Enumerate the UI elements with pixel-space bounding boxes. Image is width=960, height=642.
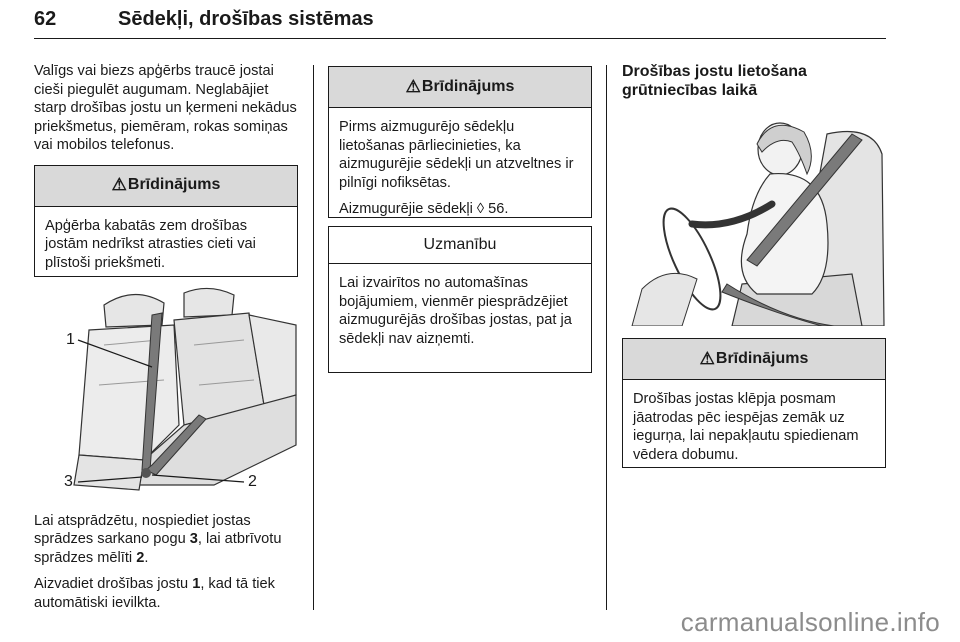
warning-body — [623, 380, 885, 480]
warning-header — [329, 67, 591, 108]
pregnancy-seatbelt-illustration — [622, 114, 886, 326]
warning-icon: ⚠ — [699, 348, 715, 368]
rear-seat-illustration — [34, 285, 298, 500]
chapter-title: Sēdekļi, drošības sistēmas — [118, 8, 374, 30]
warning-icon: ⚠ — [405, 76, 421, 96]
caution-title: Uzmanību — [423, 235, 497, 253]
column-middle — [328, 66, 592, 373]
unbuckle-paragraph — [34, 512, 304, 568]
warning-text: Apģērba kabatās zem drošības jostām nedrīkst atrasties cieti vai plīstoši priekšmeti. — [45, 217, 256, 271]
text-fragment: , lai atbrīvotu sprādzes mēlīti — [34, 531, 282, 566]
caution-header — [329, 227, 591, 264]
column-right — [622, 62, 886, 468]
watermark: carmanualsonline.info — [680, 607, 940, 637]
column-left — [34, 62, 304, 620]
page-number: 62 — [34, 8, 57, 30]
callout-label-2: 2 — [248, 472, 257, 490]
warning-box — [328, 66, 592, 218]
seatbelt-figure — [34, 285, 298, 500]
warning-body — [329, 108, 591, 235]
warning-header — [623, 339, 885, 380]
retract-paragraph — [34, 575, 304, 612]
column-divider — [313, 65, 314, 610]
warning-header — [35, 166, 297, 207]
ref-number: 2 — [136, 549, 145, 566]
caution-text: Lai izvairītos no automašīnas bojājumiem, vienmēr piesprādzējiet aizmugurējās drošības jostas, pat ja sēdekļi nav aizņemti. — [339, 275, 572, 347]
warning-text: Drošības jostas klēpja posmam jāatrodas pēc iespējas zemāk uz iegurņa, lai nepakļautu spiedienam vēdera dobumu. — [633, 391, 859, 463]
intro-paragraph: Valīgs vai biezs apģērbs traucē jostai cieši piegulēt augumam. Neglabājiet starp drošības jostu un ķermeni nekādus priekšmetus, piemēram, rokas somiņas vai mobilos telefonus. — [34, 63, 297, 153]
warning-box — [34, 165, 298, 277]
warning-text: Pirms aizmugurējo sēdekļu lietošanas pārliecinieties, ka aizmugurējie sēdekļi un atzveltnes ir pilnīgi nofiksētas. — [339, 119, 574, 191]
cross-reference[interactable]: Aizmugurējie sēdekļi ◊ 56. — [339, 201, 509, 217]
caution-body — [329, 264, 591, 364]
callout-label-3: 3 — [64, 472, 73, 490]
warning-body — [35, 207, 297, 289]
caution-box — [328, 226, 592, 373]
warning-box — [622, 338, 886, 468]
section-title: Drošības jostu lietošana grūtniecības laikā — [622, 63, 807, 99]
ref-number: 1 — [192, 576, 201, 592]
warning-title: Brīdinājums — [421, 77, 515, 95]
text-fragment: Aizvadiet drošības jostu — [34, 576, 193, 592]
page-header — [34, 4, 886, 39]
callout-label-1: 1 — [66, 330, 75, 348]
text-fragment: Lai atsprādzētu, nospiediet jostas sprādzes sarkano pogu — [34, 512, 251, 547]
warning-title: Brīdinājums — [127, 176, 221, 194]
warning-icon: ⚠ — [111, 175, 127, 195]
ref-number: 3 — [189, 531, 198, 547]
text-fragment: , kad tā tiek automātiski ievilkta. — [34, 576, 275, 611]
column-divider — [606, 65, 607, 610]
text-fragment: . — [144, 549, 149, 566]
warning-title: Brīdinājums — [715, 349, 809, 367]
